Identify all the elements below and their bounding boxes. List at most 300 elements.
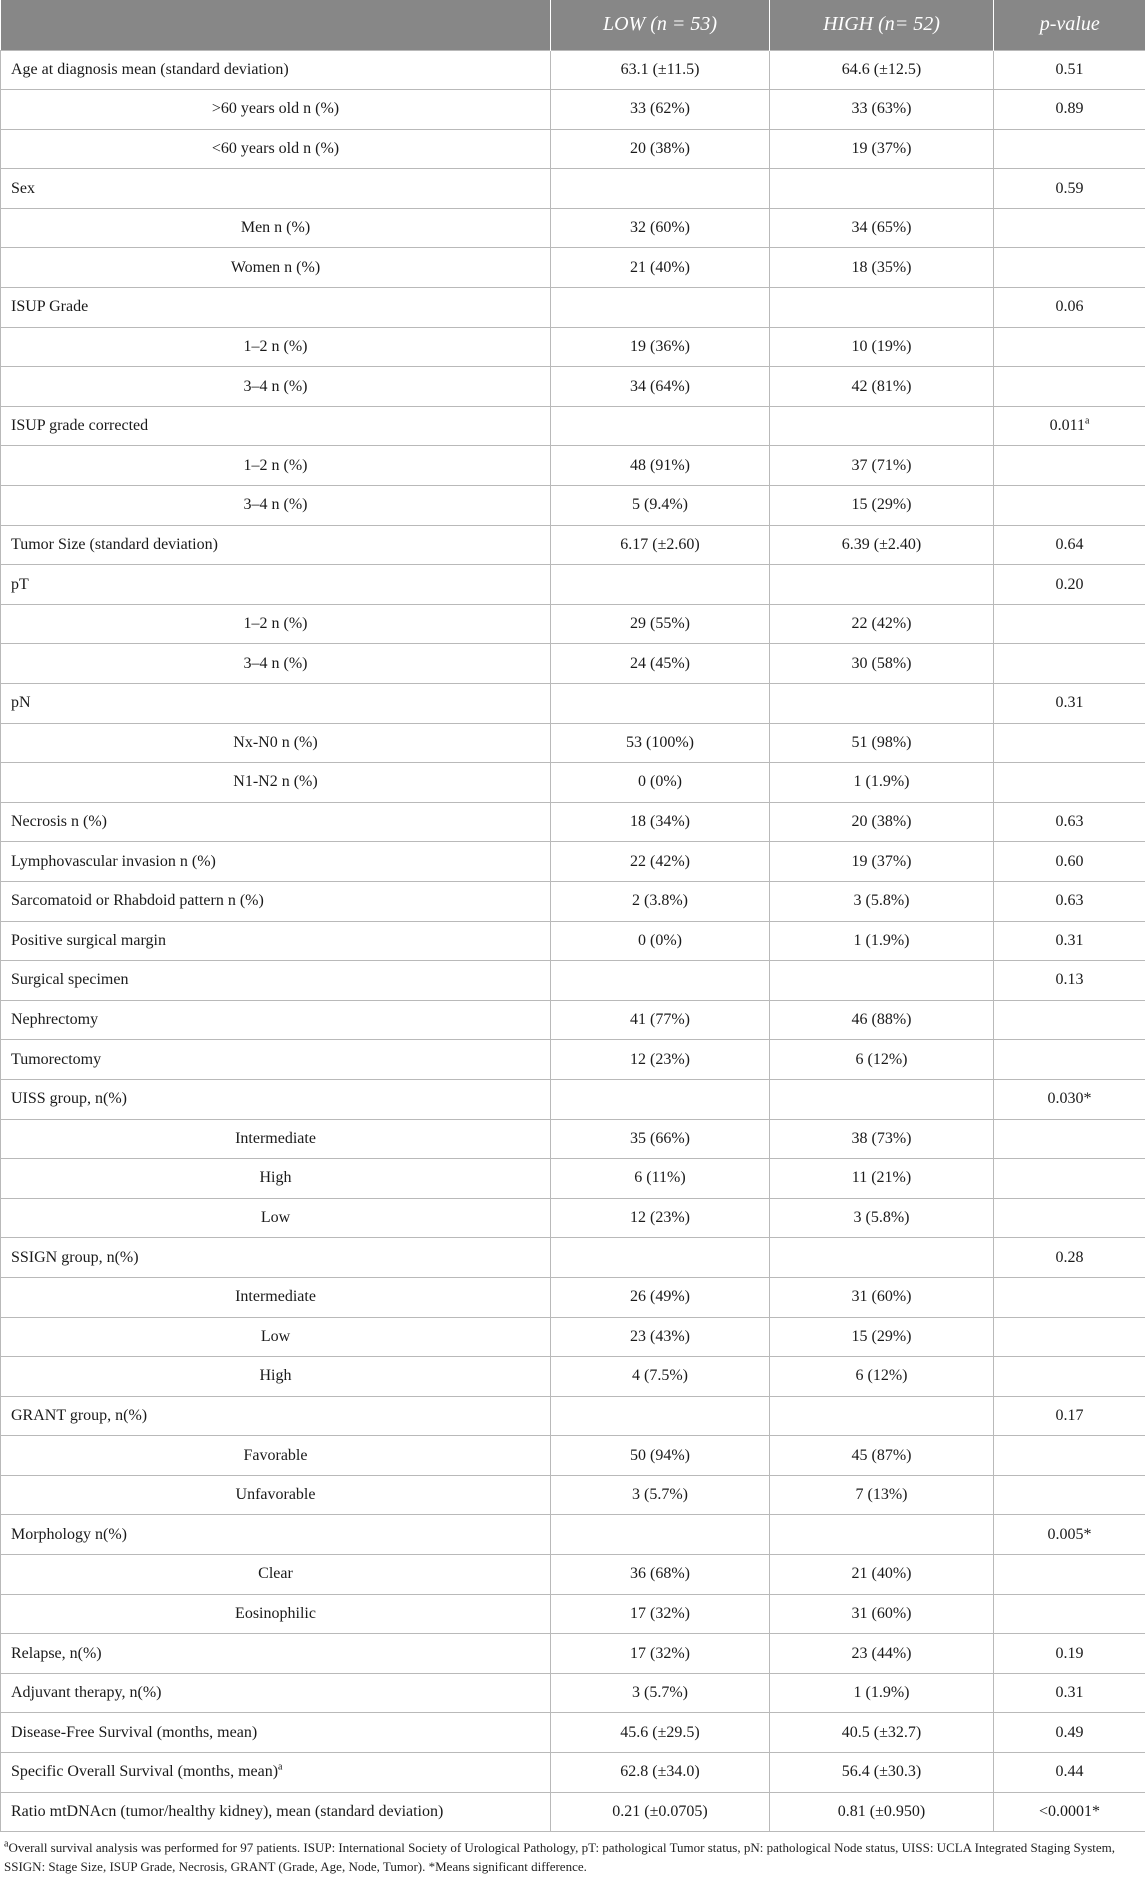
low-value xyxy=(551,961,770,1001)
row-label xyxy=(1,1753,551,1793)
p-value-text: 0.19 xyxy=(1055,1644,1084,1662)
high-value xyxy=(770,1079,994,1119)
row-label-text: 1–2 n (%) xyxy=(243,615,308,633)
row-label-text: Tumorectomy xyxy=(11,1050,102,1068)
high-value: 1 (1.9%) xyxy=(770,921,994,961)
low-value xyxy=(551,565,770,605)
row-label xyxy=(1,1119,551,1159)
p-value xyxy=(994,169,1145,209)
header-label-column xyxy=(1,0,551,50)
p-value xyxy=(994,406,1145,446)
p-value xyxy=(994,367,1145,407)
low-value: 3 (5.7%) xyxy=(551,1673,770,1713)
row-label-text: 1–2 n (%) xyxy=(243,456,308,474)
p-value xyxy=(994,1792,1145,1832)
high-value: 51 (98%) xyxy=(770,723,994,763)
p-value-superscript: a xyxy=(1084,415,1090,427)
low-value: 0 (0%) xyxy=(551,763,770,803)
p-value xyxy=(994,1000,1145,1040)
row-label xyxy=(1,802,551,842)
table-row xyxy=(1,129,1145,169)
row-label xyxy=(1,604,551,644)
header-low-column: LOW (n = 53) xyxy=(551,0,770,50)
low-value: 33 (62%) xyxy=(551,90,770,130)
row-label xyxy=(1,129,551,169)
low-value: 29 (55%) xyxy=(551,604,770,644)
row-label xyxy=(1,1357,551,1397)
low-value: 5 (9.4%) xyxy=(551,486,770,526)
table-row xyxy=(1,1317,1145,1357)
high-value: 3 (5.8%) xyxy=(770,1198,994,1238)
row-label-text: Age at diagnosis mean (standard deviation) xyxy=(11,60,289,78)
table-row xyxy=(1,1079,1145,1119)
p-value-text: 0.89 xyxy=(1055,100,1084,118)
table-row xyxy=(1,1436,1145,1476)
p-value xyxy=(994,1159,1145,1199)
row-label xyxy=(1,288,551,328)
table-row xyxy=(1,50,1145,90)
low-value: 6 (11%) xyxy=(551,1159,770,1199)
table-row xyxy=(1,565,1145,605)
row-label xyxy=(1,1238,551,1278)
low-value: 22 (42%) xyxy=(551,842,770,882)
row-label xyxy=(1,565,551,605)
low-value: 32 (60%) xyxy=(551,208,770,248)
row-label-text: Low xyxy=(260,1209,291,1227)
row-label xyxy=(1,1159,551,1199)
table-row xyxy=(1,1475,1145,1515)
low-value: 0.21 (±0.0705) xyxy=(551,1792,770,1832)
row-label xyxy=(1,1040,551,1080)
high-value: 0.81 (±0.950) xyxy=(770,1792,994,1832)
row-label xyxy=(1,406,551,446)
row-label-text: Surgical specimen xyxy=(11,971,129,989)
low-value: 23 (43%) xyxy=(551,1317,770,1357)
p-value-text: 0.06 xyxy=(1055,298,1084,316)
p-value xyxy=(994,1555,1145,1595)
p-value-text: 0.63 xyxy=(1055,892,1084,910)
low-value: 12 (23%) xyxy=(551,1198,770,1238)
high-value: 45 (87%) xyxy=(770,1436,994,1476)
table-row xyxy=(1,1357,1145,1397)
p-value xyxy=(994,1079,1145,1119)
high-value xyxy=(770,288,994,328)
table-row xyxy=(1,1673,1145,1713)
row-label-text: 3–4 n (%) xyxy=(243,496,308,514)
high-value xyxy=(770,1396,994,1436)
high-value: 33 (63%) xyxy=(770,90,994,130)
p-value xyxy=(994,921,1145,961)
row-label-text: High xyxy=(259,1169,292,1187)
low-value: 17 (32%) xyxy=(551,1634,770,1674)
p-value-text: 0.60 xyxy=(1055,852,1084,870)
high-value xyxy=(770,1238,994,1278)
low-value: 35 (66%) xyxy=(551,1119,770,1159)
row-label xyxy=(1,446,551,486)
table-row xyxy=(1,248,1145,288)
low-value xyxy=(551,1515,770,1555)
row-label xyxy=(1,169,551,209)
high-value xyxy=(770,684,994,724)
table-row xyxy=(1,763,1145,803)
row-label xyxy=(1,248,551,288)
row-label-text: Tumor Size (standard deviation) xyxy=(11,535,218,553)
table-row xyxy=(1,90,1145,130)
high-value xyxy=(770,565,994,605)
table-row xyxy=(1,406,1145,446)
row-label xyxy=(1,1515,551,1555)
high-value: 21 (40%) xyxy=(770,1555,994,1595)
table-row xyxy=(1,1713,1145,1753)
table-row xyxy=(1,367,1145,407)
p-value-text: 0.59 xyxy=(1055,179,1084,197)
p-value xyxy=(994,565,1145,605)
p-value xyxy=(994,288,1145,328)
p-value xyxy=(994,763,1145,803)
high-value: 42 (81%) xyxy=(770,367,994,407)
p-value xyxy=(994,446,1145,486)
p-value-text: 0.51 xyxy=(1055,60,1084,78)
p-value-text: 0.64 xyxy=(1055,535,1084,553)
table-row xyxy=(1,1000,1145,1040)
low-value: 3 (5.7%) xyxy=(551,1475,770,1515)
p-value-text: 0.44 xyxy=(1055,1763,1084,1781)
p-value xyxy=(994,90,1145,130)
low-value: 20 (38%) xyxy=(551,129,770,169)
high-value: 7 (13%) xyxy=(770,1475,994,1515)
row-label-text: Adjuvant therapy, n(%) xyxy=(11,1684,162,1702)
low-value xyxy=(551,1396,770,1436)
row-label-text: Intermediate xyxy=(235,1288,316,1306)
table-row xyxy=(1,1277,1145,1317)
p-value xyxy=(994,644,1145,684)
p-value xyxy=(994,486,1145,526)
row-label-text: pT xyxy=(11,575,29,593)
table-row xyxy=(1,684,1145,724)
low-value xyxy=(551,1238,770,1278)
high-value: 64.6 (±12.5) xyxy=(770,50,994,90)
row-label xyxy=(1,1713,551,1753)
table-body xyxy=(1,50,1145,1832)
low-value xyxy=(551,406,770,446)
row-label xyxy=(1,50,551,90)
row-label-text: Nx-N0 n (%) xyxy=(233,733,318,751)
p-value xyxy=(994,1277,1145,1317)
table-row xyxy=(1,446,1145,486)
p-value xyxy=(994,1594,1145,1634)
p-value xyxy=(994,802,1145,842)
row-label-text: >60 years old n (%) xyxy=(211,100,340,118)
row-label xyxy=(1,1673,551,1713)
row-label xyxy=(1,1475,551,1515)
p-value xyxy=(994,1357,1145,1397)
low-value xyxy=(551,169,770,209)
p-value-text: 0.31 xyxy=(1055,1684,1084,1702)
p-value xyxy=(994,1436,1145,1476)
row-label-text: Disease-Free Survival (months, mean) xyxy=(11,1723,258,1741)
high-value: 6.39 (±2.40) xyxy=(770,525,994,565)
p-value xyxy=(994,248,1145,288)
row-label-text: UISS group, n(%) xyxy=(11,1090,127,1108)
low-value xyxy=(551,288,770,328)
row-label-superscript: a xyxy=(278,1762,283,1773)
high-value: 18 (35%) xyxy=(770,248,994,288)
high-value: 31 (60%) xyxy=(770,1594,994,1634)
row-label xyxy=(1,842,551,882)
p-value xyxy=(994,723,1145,763)
high-value: 3 (5.8%) xyxy=(770,881,994,921)
p-value xyxy=(994,1634,1145,1674)
table-row xyxy=(1,1594,1145,1634)
row-label xyxy=(1,644,551,684)
p-value xyxy=(994,1753,1145,1793)
low-value: 19 (36%) xyxy=(551,327,770,367)
p-value xyxy=(994,1317,1145,1357)
table-row xyxy=(1,802,1145,842)
table-row xyxy=(1,1198,1145,1238)
row-label-text: High xyxy=(259,1367,292,1385)
table-row xyxy=(1,961,1145,1001)
row-label-text: Women n (%) xyxy=(230,258,321,276)
high-value: 56.4 (±30.3) xyxy=(770,1753,994,1793)
p-value xyxy=(994,1713,1145,1753)
header-high-column: HIGH (n= 52) xyxy=(770,0,994,50)
low-value: 24 (45%) xyxy=(551,644,770,684)
high-value: 15 (29%) xyxy=(770,1317,994,1357)
high-value: 1 (1.9%) xyxy=(770,763,994,803)
p-value xyxy=(994,525,1145,565)
table-row xyxy=(1,1515,1145,1555)
row-label-text: Sarcomatoid or Rhabdoid pattern n (%) xyxy=(11,892,264,910)
row-label-text: Positive surgical margin xyxy=(11,931,166,949)
low-value: 50 (94%) xyxy=(551,1436,770,1476)
p-value-text: 0.13 xyxy=(1055,971,1084,989)
table-row xyxy=(1,208,1145,248)
low-value: 45.6 (±29.5) xyxy=(551,1713,770,1753)
high-value: 19 (37%) xyxy=(770,842,994,882)
p-value-text: 0.49 xyxy=(1055,1723,1084,1741)
low-value: 4 (7.5%) xyxy=(551,1357,770,1397)
row-label-text: ISUP grade corrected xyxy=(11,417,149,435)
p-value xyxy=(994,961,1145,1001)
high-value: 10 (19%) xyxy=(770,327,994,367)
p-value xyxy=(994,1238,1145,1278)
row-label xyxy=(1,1317,551,1357)
table-row xyxy=(1,1396,1145,1436)
high-value: 23 (44%) xyxy=(770,1634,994,1674)
high-value: 22 (42%) xyxy=(770,604,994,644)
high-value: 11 (21%) xyxy=(770,1159,994,1199)
table-row xyxy=(1,288,1145,328)
high-value xyxy=(770,406,994,446)
row-label-text: Intermediate xyxy=(235,1129,316,1147)
row-label xyxy=(1,1396,551,1436)
table-row xyxy=(1,1792,1145,1832)
table-row xyxy=(1,1119,1145,1159)
row-label-text: 3–4 n (%) xyxy=(243,377,308,395)
high-value: 6 (12%) xyxy=(770,1357,994,1397)
low-value: 6.17 (±2.60) xyxy=(551,525,770,565)
low-value: 21 (40%) xyxy=(551,248,770,288)
p-value xyxy=(994,684,1145,724)
row-label-text: pN xyxy=(11,694,31,712)
table-row xyxy=(1,1753,1145,1793)
row-label xyxy=(1,486,551,526)
row-label xyxy=(1,1594,551,1634)
low-value: 12 (23%) xyxy=(551,1040,770,1080)
low-value xyxy=(551,684,770,724)
row-label xyxy=(1,1436,551,1476)
p-value-text: 0.28 xyxy=(1055,1248,1084,1266)
table-row xyxy=(1,1634,1145,1674)
p-value-text: 0.17 xyxy=(1055,1406,1084,1424)
p-value xyxy=(994,842,1145,882)
row-label-text: Specific Overall Survival (months, mean) xyxy=(11,1763,279,1781)
high-value xyxy=(770,169,994,209)
low-value: 62.8 (±34.0) xyxy=(551,1753,770,1793)
p-value xyxy=(994,604,1145,644)
row-label-text: SSIGN group, n(%) xyxy=(11,1248,139,1266)
high-value: 37 (71%) xyxy=(770,446,994,486)
row-label xyxy=(1,684,551,724)
p-value-text: 0.011 xyxy=(1049,417,1085,435)
row-label-text: Lymphovascular invasion n (%) xyxy=(11,852,216,870)
row-label xyxy=(1,525,551,565)
high-value: 30 (58%) xyxy=(770,644,994,684)
row-label xyxy=(1,1634,551,1674)
high-value: 6 (12%) xyxy=(770,1040,994,1080)
row-label-text: Necrosis n (%) xyxy=(11,813,107,831)
low-value: 34 (64%) xyxy=(551,367,770,407)
high-value: 31 (60%) xyxy=(770,1277,994,1317)
row-label xyxy=(1,961,551,1001)
low-value: 17 (32%) xyxy=(551,1594,770,1634)
high-value: 15 (29%) xyxy=(770,486,994,526)
row-label xyxy=(1,1000,551,1040)
row-label-text: Favorable xyxy=(243,1446,308,1464)
p-value xyxy=(994,1040,1145,1080)
row-label-text: N1-N2 n (%) xyxy=(233,773,318,791)
header-p-value-column: p-value xyxy=(1039,13,1100,36)
p-value-text: 0.31 xyxy=(1055,694,1084,712)
high-value xyxy=(770,1515,994,1555)
low-value: 0 (0%) xyxy=(551,921,770,961)
high-value xyxy=(770,961,994,1001)
table-row xyxy=(1,921,1145,961)
table-row xyxy=(1,525,1145,565)
p-value-text: 0.63 xyxy=(1055,813,1084,831)
low-value: 18 (34%) xyxy=(551,802,770,842)
row-label-text: Ratio mtDNAcn (tumor/healthy kidney), mean (standard deviation) xyxy=(11,1802,444,1820)
row-label-text: Morphology n(%) xyxy=(11,1525,127,1543)
row-label-text: <60 years old n (%) xyxy=(211,139,340,157)
high-value: 38 (73%) xyxy=(770,1119,994,1159)
table-row xyxy=(1,1040,1145,1080)
p-value xyxy=(994,208,1145,248)
low-value: 63.1 (±11.5) xyxy=(551,50,770,90)
row-label-text: Men n (%) xyxy=(240,219,311,237)
row-label-text: 1–2 n (%) xyxy=(243,337,308,355)
high-value: 19 (37%) xyxy=(770,129,994,169)
high-value: 46 (88%) xyxy=(770,1000,994,1040)
footnote-text: Overall survival analysis was performed for 97 patients. ISUP: International Society of Urological Pathology, pT: pathological Tumor status, pN: pathological Node status, UISS: UCLA Integrated Staging System, SSIGN: Stage Size, ISUP Grade, Necrosis, GRANT (Grade, Age, Node, Tumor). *Means significant difference. xyxy=(4,1840,1116,1875)
row-label xyxy=(1,208,551,248)
row-label-text: Sex xyxy=(11,179,35,197)
low-value: 41 (77%) xyxy=(551,1000,770,1040)
p-value xyxy=(994,881,1145,921)
row-label xyxy=(1,1079,551,1119)
header-row xyxy=(1,0,1145,50)
row-label xyxy=(1,1555,551,1595)
high-value: 20 (38%) xyxy=(770,802,994,842)
table-row xyxy=(1,327,1145,367)
row-label-text: Low xyxy=(260,1327,291,1345)
row-label xyxy=(1,1198,551,1238)
p-value xyxy=(994,1475,1145,1515)
row-label xyxy=(1,881,551,921)
low-value: 26 (49%) xyxy=(551,1277,770,1317)
p-value xyxy=(994,327,1145,367)
high-value: 34 (65%) xyxy=(770,208,994,248)
row-label xyxy=(1,1277,551,1317)
p-value-text: 0.005* xyxy=(1047,1525,1092,1543)
high-value: 1 (1.9%) xyxy=(770,1673,994,1713)
p-value xyxy=(994,1396,1145,1436)
p-value-text: 0.31 xyxy=(1055,931,1084,949)
table-footnote xyxy=(0,1832,1145,1876)
p-value-text: 0.20 xyxy=(1055,575,1084,593)
p-value xyxy=(994,1515,1145,1555)
p-value xyxy=(994,129,1145,169)
p-value xyxy=(994,1119,1145,1159)
p-value xyxy=(994,1673,1145,1713)
row-label-text: GRANT group, n(%) xyxy=(11,1406,148,1424)
table-row xyxy=(1,486,1145,526)
row-label-text: Clear xyxy=(258,1565,293,1583)
p-value xyxy=(994,50,1145,90)
table-row xyxy=(1,842,1145,882)
table-row xyxy=(1,723,1145,763)
row-label xyxy=(1,327,551,367)
p-value xyxy=(994,1198,1145,1238)
row-label-text: 3–4 n (%) xyxy=(243,654,308,672)
row-label xyxy=(1,723,551,763)
row-label-text: Eosinophilic xyxy=(235,1604,316,1622)
table-row xyxy=(1,1238,1145,1278)
row-label-text: ISUP Grade xyxy=(11,298,89,316)
row-label-text: Nephrectomy xyxy=(11,1011,99,1029)
table-row xyxy=(1,644,1145,684)
high-value: 40.5 (±32.7) xyxy=(770,1713,994,1753)
row-label-text: Unfavorable xyxy=(235,1486,316,1504)
p-value-text: 0.030* xyxy=(1047,1090,1092,1108)
row-label xyxy=(1,921,551,961)
low-value: 53 (100%) xyxy=(551,723,770,763)
row-label-text: Relapse, n(%) xyxy=(11,1644,102,1662)
table-row xyxy=(1,881,1145,921)
footnote-marker: a xyxy=(4,1838,9,1850)
table-row xyxy=(1,1159,1145,1199)
row-label xyxy=(1,367,551,407)
p-value-text: <0.0001* xyxy=(1038,1802,1101,1820)
table-row xyxy=(1,1555,1145,1595)
low-value: 48 (91%) xyxy=(551,446,770,486)
table-row xyxy=(1,604,1145,644)
row-label xyxy=(1,1792,551,1832)
table-row xyxy=(1,169,1145,209)
row-label xyxy=(1,90,551,130)
low-value xyxy=(551,1079,770,1119)
